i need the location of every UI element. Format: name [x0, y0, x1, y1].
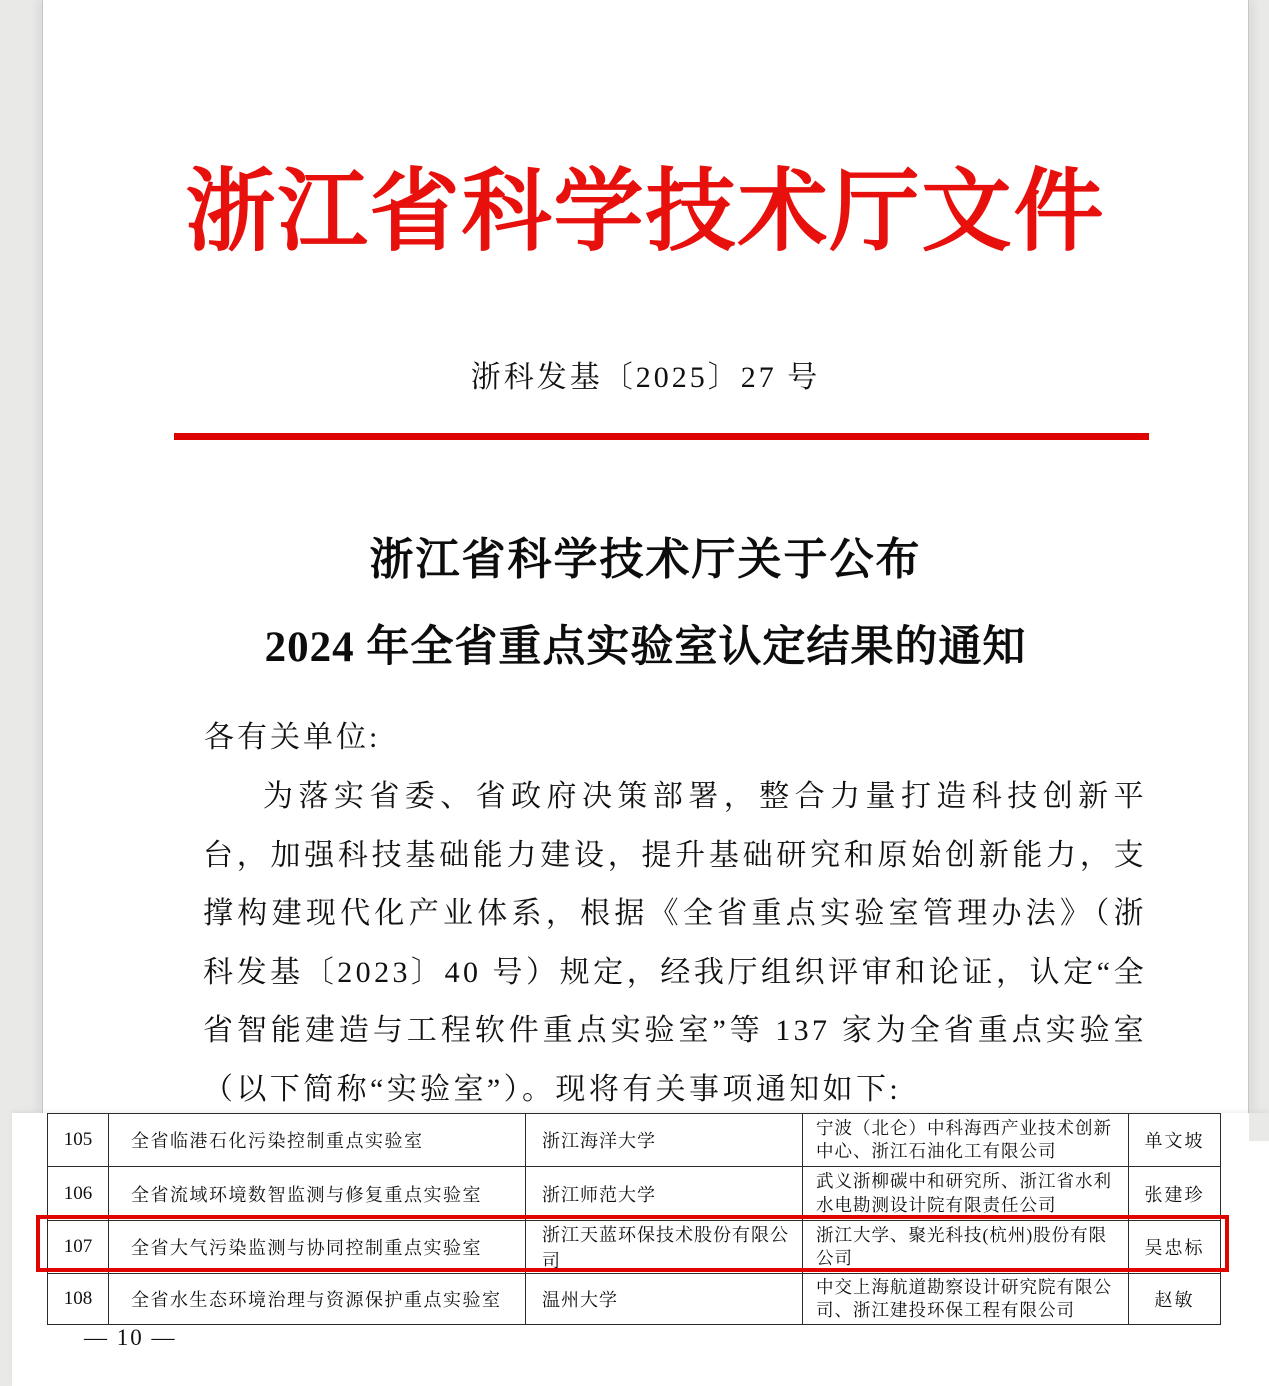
scan-seam: [1249, 1113, 1269, 1141]
document-number: 浙科发基〔2025〕27 号: [470, 361, 821, 394]
body-paragraph: 为落实省委、省政府决策部署，整合力量打造科技创新平台，加强科技基础能力建设，提升基础研究和原始创新能力，支撑构建现代化产业体系，根据《全省重点实验室管理办法》（浙科发基〔2023〕40 号）规定，经我厅组织评审和论证，认定“全省智能建造与工程软件重点实验室”等 137 家为全省重点实验室（以下简称“实验室”）。现将有关事项通知如下:: [203, 780, 1147, 1106]
row-number: 108: [48, 1274, 109, 1325]
lab-director: 吴忠标: [1129, 1221, 1221, 1274]
partner-institutions: 中交上海航道勘察设计研究院有限公司、浙江建投环保工程有限公司: [803, 1274, 1129, 1325]
partner-institutions: 宁波（北仑）中科海西产业技术创新中心、浙江石油化工有限公司: [803, 1114, 1129, 1167]
host-institution: 浙江海洋大学: [526, 1114, 803, 1167]
notice-title: [43, 523, 1248, 674]
letterhead-rule: [174, 433, 1149, 440]
host-institution: 浙江天蓝环保技术股份有限公司: [526, 1221, 803, 1274]
notice-title-line1: 浙江省科学技术厅关于公布: [369, 535, 922, 584]
row-number: 107: [48, 1221, 109, 1274]
lab-name: 全省临港石化污染控制重点实验室: [109, 1114, 526, 1167]
page-number: — 10 —: [84, 1325, 177, 1350]
host-institution: 温州大学: [526, 1274, 803, 1325]
partner-institutions: 武义浙柳碳中和研究所、浙江省水利水电勘测设计院有限责任公司: [803, 1167, 1129, 1221]
host-institution: 浙江师范大学: [526, 1167, 803, 1221]
salutation: 各有关单位:: [204, 721, 381, 754]
table-row: [48, 1167, 1221, 1221]
lab-director: 赵敏: [1129, 1274, 1221, 1325]
lab-director: 张建珍: [1129, 1167, 1221, 1221]
row-number: 106: [48, 1167, 109, 1221]
lab-director: 单文坡: [1129, 1114, 1221, 1167]
table-row: [48, 1274, 1221, 1325]
table-row-highlighted: [48, 1221, 1221, 1274]
table-row: [48, 1114, 1221, 1167]
lab-name: 全省大气污染监测与协同控制重点实验室: [109, 1221, 526, 1274]
lab-name: 全省流域环境数智监测与修复重点实验室: [109, 1167, 526, 1221]
row-number: 105: [48, 1114, 109, 1167]
notice-title-line2: 2024 年全省重点实验室认定结果的通知: [264, 624, 1027, 671]
lab-name: 全省水生态环境治理与资源保护重点实验室: [109, 1274, 526, 1325]
agency-letterhead-title: 浙江省科学技术厅文件: [185, 163, 1106, 262]
partner-institutions: 浙江大学、聚光科技(杭州)股份有限公司: [803, 1221, 1129, 1274]
document-page: [42, 0, 1249, 1113]
laboratory-table: [47, 1113, 1221, 1325]
laboratory-table-page: [12, 1113, 1269, 1386]
